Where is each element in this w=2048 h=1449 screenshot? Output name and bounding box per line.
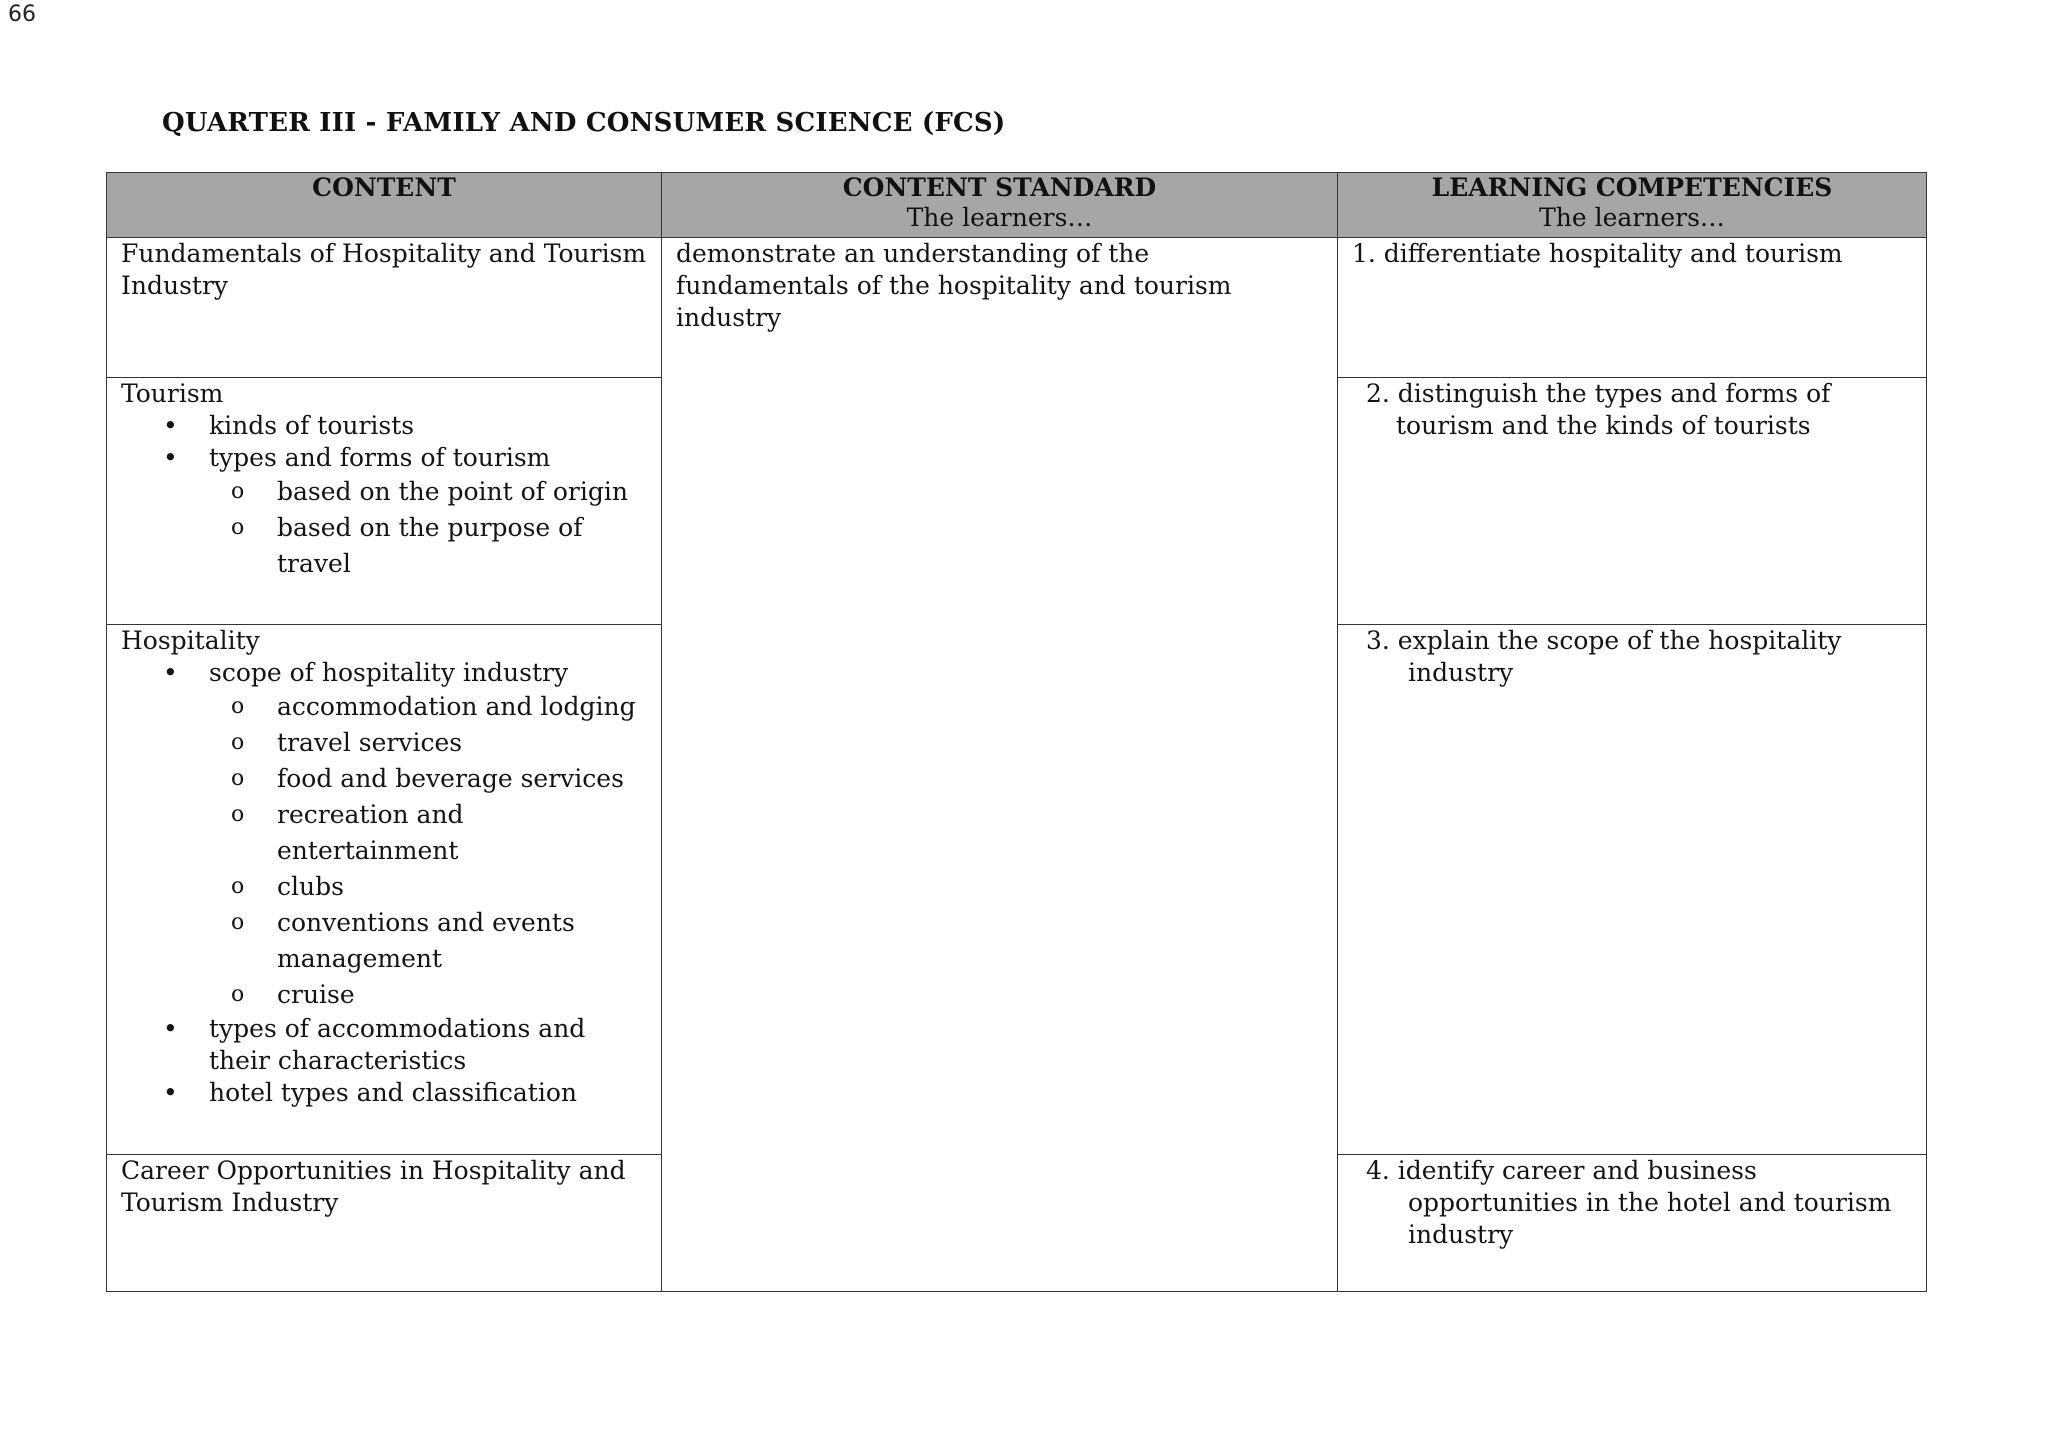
list-item <box>121 442 649 582</box>
competency-cell <box>1338 625 1927 1155</box>
content-sub-list <box>189 689 649 1013</box>
sub-list-item: o based on the purpose of travel <box>189 510 649 582</box>
table-row <box>107 238 1927 378</box>
competency-cell <box>1338 378 1927 625</box>
content-cell <box>107 378 662 625</box>
competency-text: 2. distinguish the types and forms of tourism and the kinds of tourists <box>1366 379 1831 440</box>
list-item: • kinds of tourists <box>121 410 649 442</box>
sub-list-item: o based on the point of origin <box>189 474 649 510</box>
content-standard-cell <box>662 238 1338 1292</box>
learning-competencies-column-header <box>1338 173 1927 238</box>
content-column-header <box>107 173 662 238</box>
sub-list-item: o conventions and events management <box>189 905 649 977</box>
list-item-label: scope of hospitality industry <box>209 658 569 687</box>
content-heading: Tourism <box>121 379 224 408</box>
content-header-label: CONTENT <box>312 173 456 202</box>
list-item: • types of accommodations and their characteristics <box>121 1013 649 1077</box>
content-standard-header-label: CONTENT STANDARD <box>842 173 1157 202</box>
content-standard-column-header <box>662 173 1338 238</box>
table-header-row <box>107 173 1927 238</box>
content-cell <box>107 238 662 378</box>
content-cell <box>107 1155 662 1292</box>
content-bullet-list <box>121 410 649 582</box>
content-sub-list <box>189 474 649 582</box>
list-item-label: types and forms of tourism <box>209 443 551 472</box>
sub-list-item: o cruise <box>189 977 649 1013</box>
page-title: QUARTER III - FAMILY AND CONSUMER SCIENCE (FCS) <box>162 108 1006 138</box>
learning-competencies-header-label: LEARNING COMPETENCIES <box>1431 173 1833 202</box>
competency-text: 4. identify career and business opportunities in the hotel and tourism industry <box>1366 1156 1892 1249</box>
content-cell <box>107 625 662 1155</box>
curriculum-table <box>106 172 1927 1292</box>
learning-competencies-subheader: The learners… <box>1539 203 1725 232</box>
sub-list-item: o accommodation and lodging <box>189 689 649 725</box>
sub-list-item: o clubs <box>189 869 649 905</box>
content-heading: Fundamentals of Hospitality and Tourism Industry <box>121 239 647 300</box>
competency-text: 1. differentiate hospitality and tourism <box>1352 239 1843 268</box>
content-standard-text: demonstrate an understanding of the fundamentals of the hospitality and tourism industry <box>676 239 1232 332</box>
content-heading: Career Opportunities in Hospitality and Tourism Industry <box>121 1156 626 1217</box>
sub-list-item: o recreation and entertainment <box>189 797 649 869</box>
content-bullet-list <box>121 657 649 1109</box>
competency-text: 3. explain the scope of the hospitality industry <box>1366 626 1842 687</box>
competency-cell <box>1338 238 1927 378</box>
content-heading: Hospitality <box>121 626 260 655</box>
competency-cell <box>1338 1155 1927 1292</box>
list-item: • hotel types and classification <box>121 1077 649 1109</box>
page-number: 66 <box>8 2 36 27</box>
sub-list-item: o food and beverage services <box>189 761 649 797</box>
sub-list-item: o travel services <box>189 725 649 761</box>
list-item <box>121 657 649 1013</box>
content-standard-subheader: The learners… <box>906 203 1093 232</box>
